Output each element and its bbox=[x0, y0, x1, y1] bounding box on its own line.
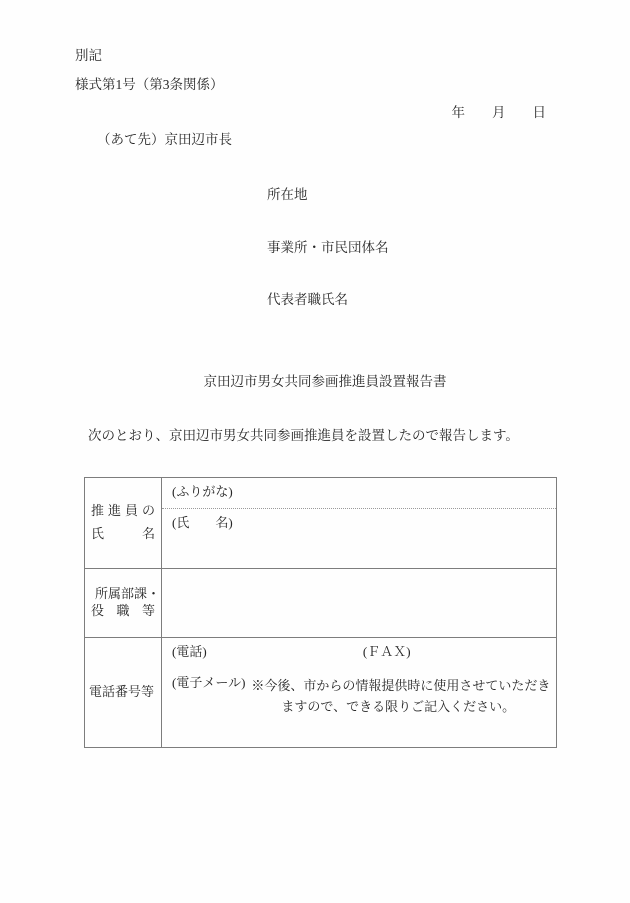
tel-fax-line bbox=[172, 644, 556, 661]
attachment-note: 別記 bbox=[75, 48, 102, 63]
fax-label: (ＦＡＸ) bbox=[362, 644, 411, 659]
body-text: 次のとおり、京田辺市男女共同参画推進員を設置したので報告します。 bbox=[88, 428, 519, 443]
name-label-line2: 氏 名 bbox=[91, 526, 155, 541]
name-input-cell bbox=[162, 478, 557, 569]
department-input-cell bbox=[162, 569, 557, 638]
usage-note-line2: ますので、できる限りご記入ください。 bbox=[281, 698, 516, 714]
phone-input-cell bbox=[162, 638, 557, 748]
name-row-label-cell bbox=[85, 478, 162, 569]
name-row-label bbox=[85, 503, 161, 543]
table-row-name bbox=[85, 478, 557, 569]
form-number: 様式第1号（第3条関係） bbox=[75, 77, 224, 92]
furigana-label: (ふりがな) bbox=[162, 478, 556, 509]
email-label: (電子メール) bbox=[172, 674, 246, 690]
usage-note bbox=[251, 675, 550, 717]
field-organization-label: 事業所・市民団体名 bbox=[267, 240, 389, 255]
department-label-line2: 役 職 等 bbox=[91, 603, 155, 618]
tel-label: (電話) bbox=[172, 644, 207, 659]
name-label-line1: 推 進 員 の bbox=[91, 503, 155, 519]
usage-note-line1: ※今後、市からの情報提供時に使用させていただき bbox=[251, 677, 551, 693]
department-row-label-cell bbox=[85, 569, 162, 638]
date-line: 年 月 日 bbox=[451, 105, 546, 120]
field-location-label: 所在地 bbox=[267, 187, 308, 202]
email-line bbox=[172, 675, 556, 717]
department-label-line1: 所属部課・ bbox=[95, 586, 161, 602]
addressee-line: （あて先）京田辺市長 bbox=[97, 132, 232, 147]
document-title: 京田辺市男女共同参画推進員設置報告書 bbox=[203, 374, 447, 389]
table-row-department bbox=[85, 569, 557, 638]
table-row-phone bbox=[85, 638, 557, 748]
field-representative-label: 代表者職氏名 bbox=[267, 292, 348, 307]
phone-row-label: 電話番号等 bbox=[89, 684, 155, 700]
name-label: (氏 名) bbox=[172, 515, 233, 530]
report-form-table bbox=[84, 477, 557, 748]
department-row-label bbox=[85, 586, 161, 620]
phone-row-label-cell bbox=[85, 638, 162, 748]
